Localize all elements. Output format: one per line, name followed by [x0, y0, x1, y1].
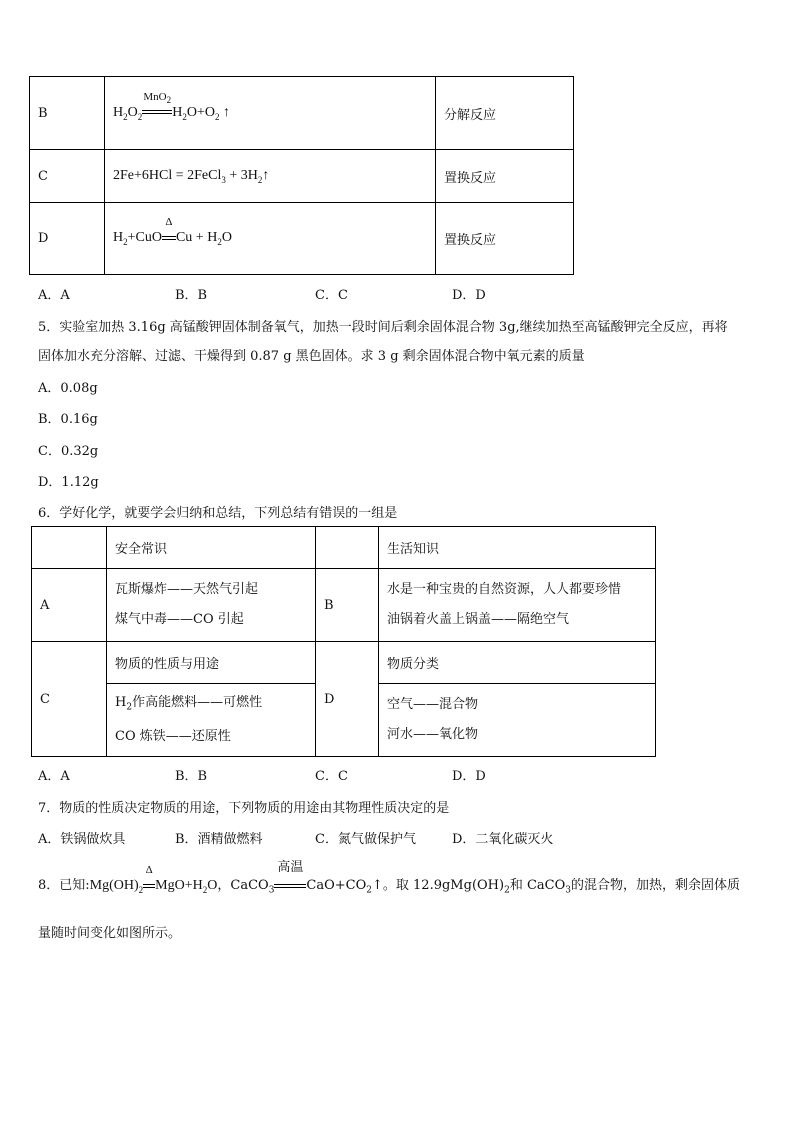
- q4-options: [0, 284, 794, 302]
- cell-c: $H_2$作高能燃料——可燃性 CO 炼铁——还原性: [107, 684, 316, 757]
- q5-option-c[interactable]: C．0.32g: [38, 444, 99, 459]
- equation-cell: [105, 203, 436, 275]
- q8-stem-line2: 量随时间变化如图所示。: [38, 926, 182, 941]
- q7-options: [0, 828, 794, 846]
- q5-option-d[interactable]: D．1.12g: [38, 475, 99, 490]
- table-row: [30, 150, 574, 203]
- equation-b: $H_2O_2$ MnO$_2$ $H_2O+O_2$ ↑: [113, 90, 230, 122]
- q6-summary-table: [31, 526, 656, 757]
- reaction-type: 分解反应: [436, 77, 574, 150]
- table-row: [32, 569, 656, 642]
- equation-cell: [105, 150, 436, 203]
- q5-option-b[interactable]: B．0.16g: [38, 412, 98, 427]
- row-label: C: [30, 150, 105, 203]
- option-d[interactable]: D．D: [452, 769, 486, 784]
- reaction-type: 置换反应: [436, 150, 574, 203]
- q5-option-a[interactable]: A．0.08g: [38, 381, 98, 396]
- label-b: B: [316, 569, 379, 642]
- label-d: D: [316, 642, 379, 757]
- header-life: 生活知识: [379, 527, 656, 569]
- q5-stem-line2: 固体加水充分溶解、过滤、干燥得到 0.87 g 黑色固体。求 3 g 剩余固体混合物中氧元素的质量: [38, 349, 585, 364]
- cell-b: 水是一种宝贵的自然资源，人人都要珍惜 油锅着火盖上锅盖——隔绝空气: [379, 569, 656, 642]
- q5-stem-line1: 5．实验室加热 3.16g 高锰酸钾固体制备氧气，加热一段时间后剩余固体混合物 3g,继续加热至高锰酸钾完全反应，再将: [38, 320, 728, 335]
- table-row: [32, 642, 656, 684]
- equation-cell: [105, 77, 436, 150]
- option-b[interactable]: B．B: [175, 288, 208, 303]
- cell-d: 空气——混合物 河水——氧化物: [379, 684, 656, 757]
- q4-reaction-table: [29, 76, 574, 275]
- q6-stem: 6．学好化学，就要学会归纳和总结，下列总结有错误的一组是: [38, 506, 398, 521]
- table-row: [30, 77, 574, 150]
- label-c: C: [32, 642, 107, 757]
- q8-stem-line1: 8．已知$:Mg(OH)_2$ Δ $MgO+H_2O$，CaCO$_3$ 高温 $CaO+CO_2↑$。取 $12.9gMg(OH)_2$和 CaCO$_3$的混合物，加热，剩余固体质: [38, 860, 741, 896]
- option-a[interactable]: A．铁锅做炊具: [38, 832, 126, 847]
- c-title: 物质的性质与用途: [107, 642, 316, 684]
- header-safety: 安全常识: [107, 527, 316, 569]
- option-d[interactable]: D．D: [452, 288, 486, 303]
- option-c[interactable]: C．C: [315, 769, 348, 784]
- option-b[interactable]: B．B: [175, 769, 208, 784]
- option-a[interactable]: A．A: [38, 769, 70, 784]
- table-row: [30, 203, 574, 275]
- equation-c: 2Fe+6HCl = 2FeCl$_3$ + $3H_2↑$: [113, 167, 270, 185]
- option-d[interactable]: D．二氧化碳灭火: [452, 832, 554, 847]
- q8-equation-1: $Mg(OH)_2$ Δ $MgO+H_2O$: [89, 864, 218, 895]
- option-c[interactable]: C．氮气做保护气: [315, 832, 416, 847]
- option-c[interactable]: C．C: [315, 288, 348, 303]
- equation-d: $H_2+CuO$ Δ $Cu + H_2O$: [113, 216, 232, 247]
- label-a: A: [32, 569, 107, 642]
- q7-stem: 7．物质的性质决定物质的用途，下列物质的用途由其物理性质决定的是: [38, 801, 450, 816]
- row-label: B: [30, 77, 105, 150]
- table-row: [32, 527, 656, 569]
- option-a[interactable]: A．A: [38, 288, 70, 303]
- cell-a: 瓦斯爆炸——天然气引起 煤气中毒——CO 引起: [107, 569, 316, 642]
- reaction-type: 置换反应: [436, 203, 574, 275]
- q6-options: [0, 765, 794, 783]
- row-label: D: [30, 203, 105, 275]
- d-title: 物质分类: [379, 642, 656, 684]
- option-b[interactable]: B．酒精做燃料: [175, 832, 263, 847]
